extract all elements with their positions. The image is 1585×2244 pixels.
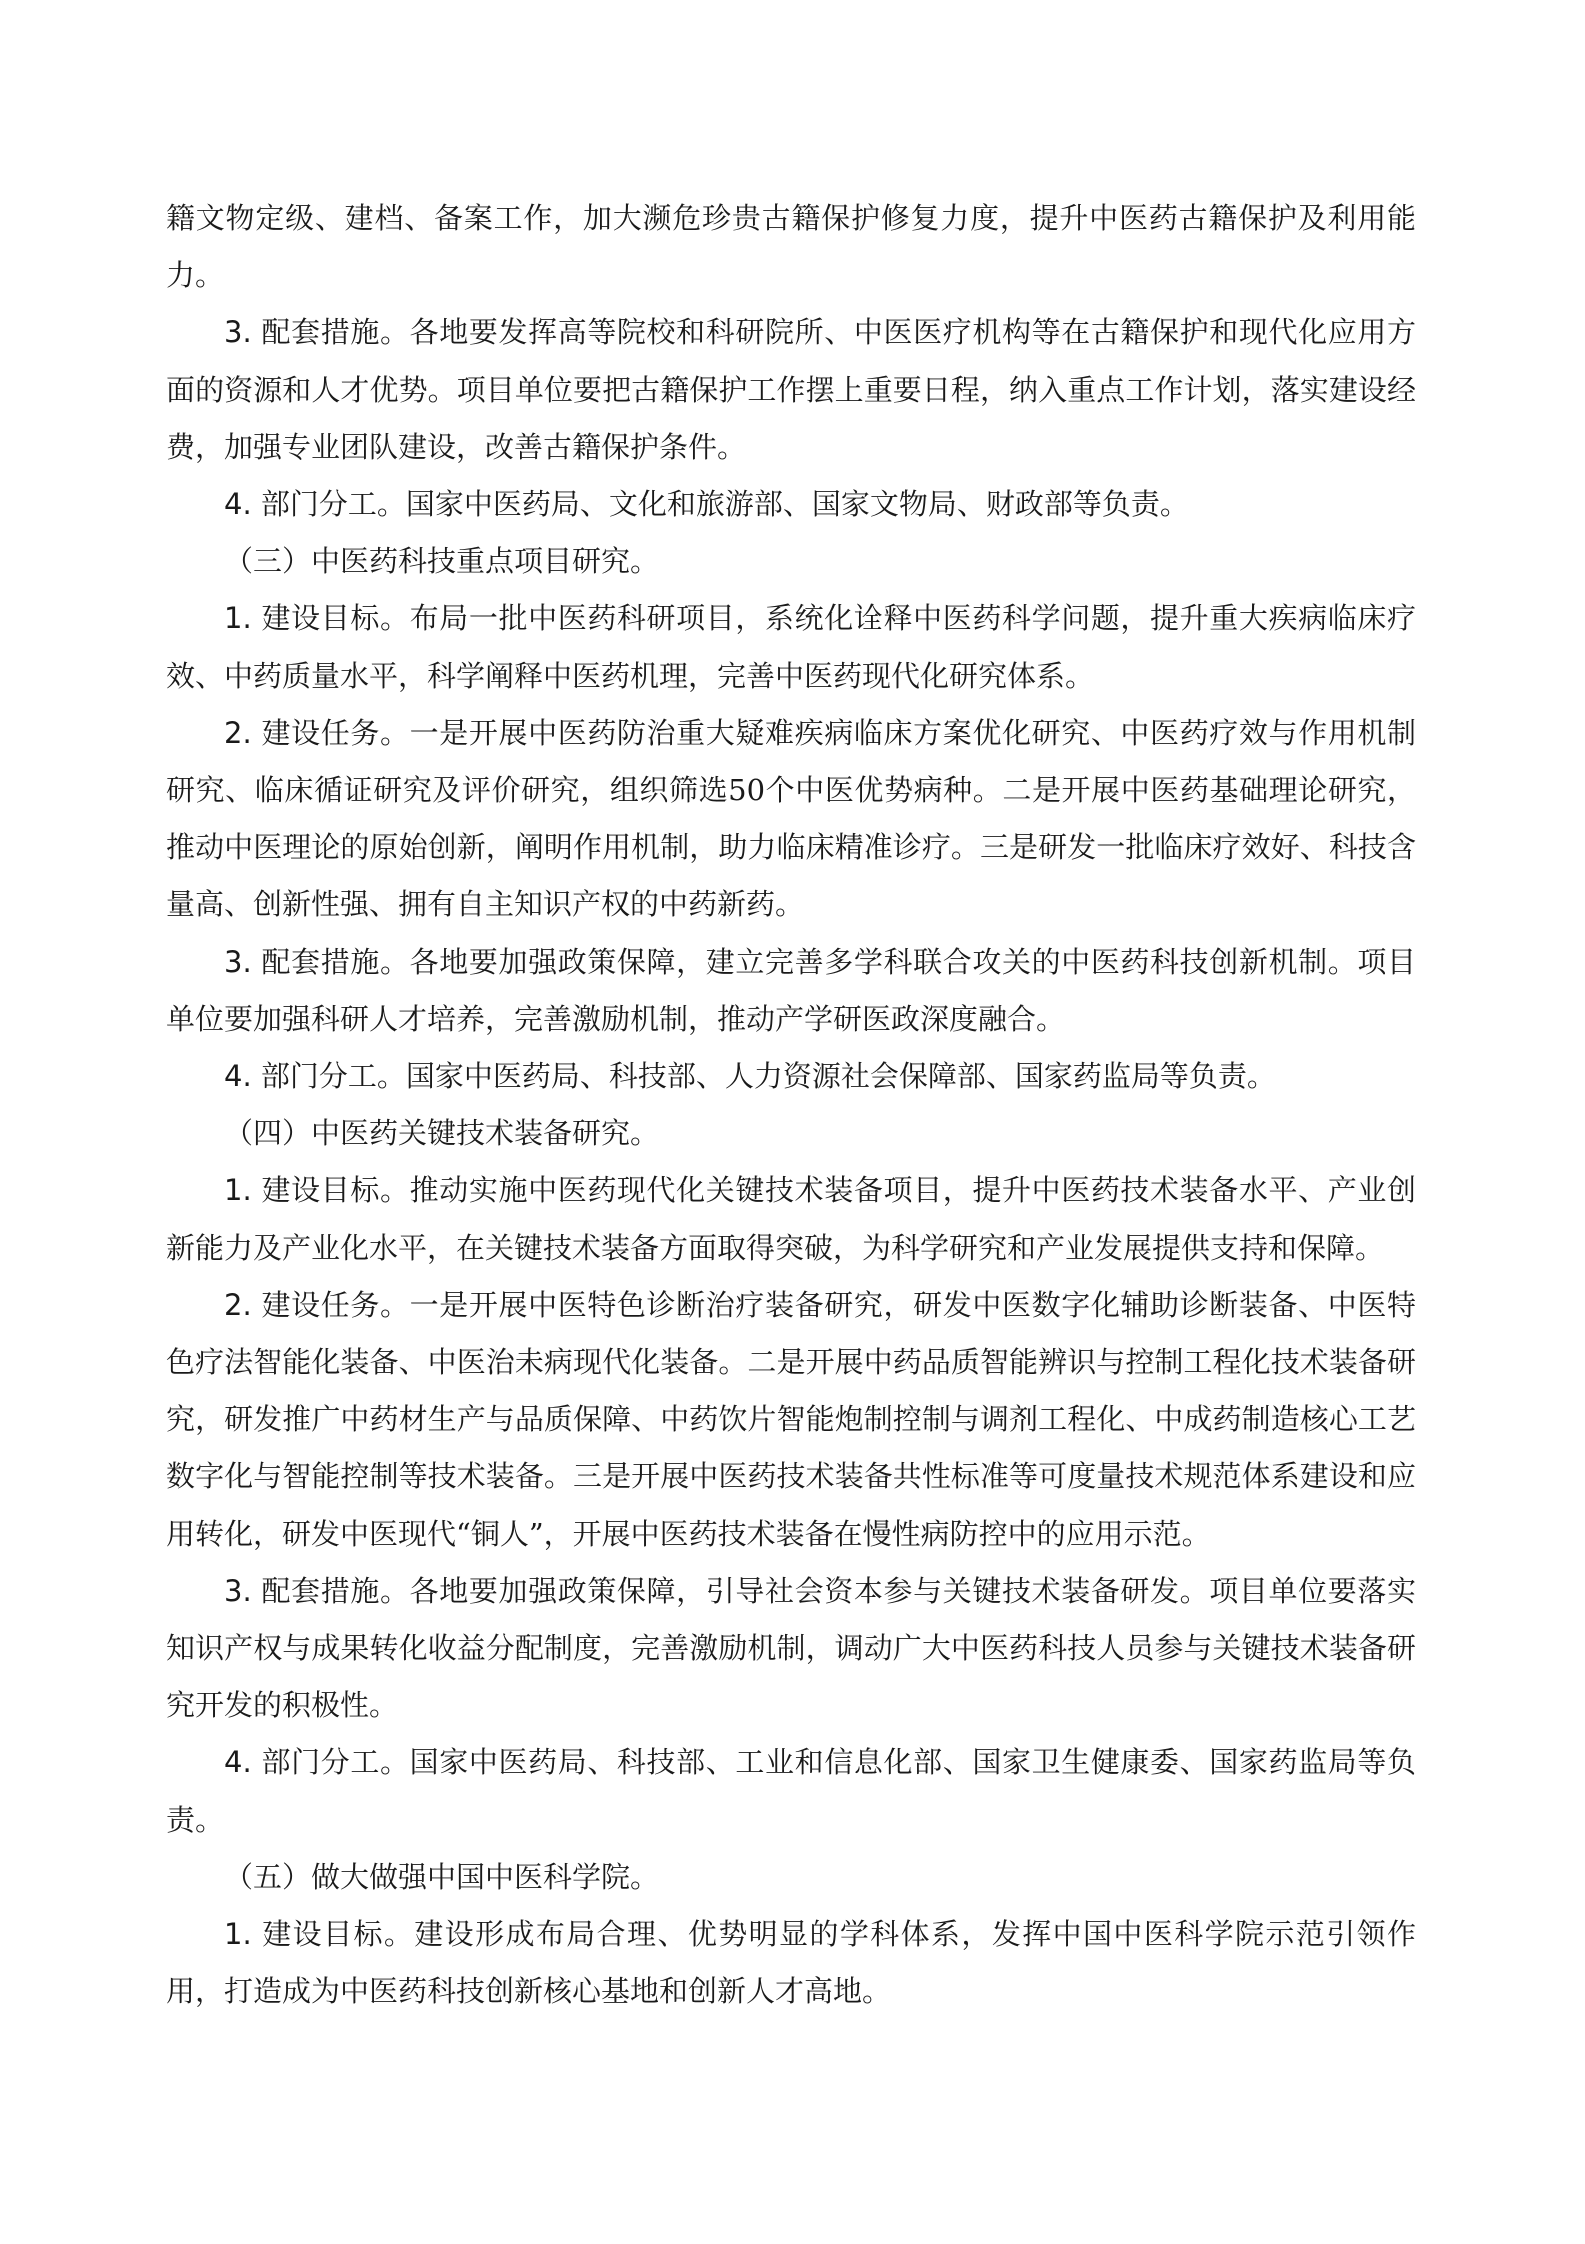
paragraph-lead: 1. 建设目标。	[224, 1173, 410, 1208]
paragraph-construction-goal	[166, 590, 1416, 704]
paragraph-lead: 2. 建设任务。	[224, 715, 410, 750]
paragraph-text: 一是开展中医药防治重大疑难疾病临床方案优化研究、中医药疗效与作用机制研究、临床循证研究及评价研究，组织筛选50个中医优势病种。二是开展中医药基础理论研究，推动中医理论的原始创新，阐明作用机制，助力临床精准诊疗。三是研发一批临床疗效好、科技含量高、创新性强、拥有自主知识产权的中药新药。	[166, 715, 1416, 922]
paragraph-lead: 1. 建设目标。	[224, 601, 410, 636]
section-heading-text: （四）中医药关键技术装备研究。	[224, 1116, 660, 1151]
paragraph-continuation	[166, 190, 1416, 304]
paragraph-lead: 4. 部门分工。	[224, 1059, 406, 1094]
paragraph-construction-task	[166, 705, 1416, 934]
paragraph-text: 一是开展中医特色诊断治疗装备研究，研发中医数字化辅助诊断装备、中医特色疗法智能化装备、中医治未病现代化装备。二是开展中药品质智能辨识与控制工程化技术装备研究，研发推广中药材生产与品质保障、中药饮片智能炮制控制与调剂工程化、中成药制造核心工艺数字化与智能控制等技术装备。三是开展中医药技术装备共性标准等可度量技术规范体系建设和应用转化，研发中医现代“铜人”，开展中医药技术装备在慢性病防控中的应用示范。	[166, 1287, 1416, 1551]
paragraph-lead: 3. 配套措施。	[224, 1573, 410, 1608]
paragraph-text: 国家中医药局、科技部、人力资源社会保障部、国家药监局等负责。	[405, 1059, 1276, 1094]
paragraph-supporting-measures	[166, 934, 1416, 1048]
paragraph-text: 布局一批中医药科研项目，系统化诠释中医药科学问题，提升重大疾病临床疗效、中药质量水平，科学阐释中医药机理，完善中医药现代化研究体系。	[166, 601, 1416, 693]
paragraph-lead: 4. 部门分工。	[224, 487, 406, 522]
section-heading-3	[166, 533, 1416, 590]
paragraph-construction-goal	[166, 1162, 1416, 1276]
paragraph-text: 各地要加强政策保障，引导社会资本参与关键技术装备研发。项目单位要落实知识产权与成果转化收益分配制度，完善激励机制，调动广大中医药科技人员参与关键技术装备研究开发的积极性。	[166, 1573, 1416, 1723]
paragraph-construction-goal	[166, 1906, 1416, 2020]
paragraph-lead: 4. 部门分工。	[224, 1745, 410, 1780]
paragraph-division-of-labor	[166, 1048, 1416, 1105]
paragraph-lead: 1. 建设目标。	[224, 1917, 415, 1952]
paragraph-construction-task	[166, 1277, 1416, 1563]
paragraph-text: 各地要加强政策保障，建立完善多学科联合攻关的中医药科技创新机制。项目单位要加强科研人才培养，完善激励机制，推动产学研医政深度融合。	[166, 944, 1416, 1036]
document-page	[166, 190, 1416, 2021]
paragraph-division-of-labor	[166, 476, 1416, 533]
paragraph-supporting-measures	[166, 304, 1416, 476]
paragraph-text: 推动实施中医药现代化关键技术装备项目，提升中医药技术装备水平、产业创新能力及产业化水平，在关键技术装备方面取得突破，为科学研究和产业发展提供支持和保障。	[166, 1173, 1416, 1265]
paragraph-text: 国家中医药局、科技部、工业和信息化部、国家卫生健康委、国家药监局等负责。	[166, 1745, 1416, 1837]
paragraph-division-of-labor	[166, 1734, 1416, 1848]
section-heading-text: （三）中医药科技重点项目研究。	[224, 544, 660, 579]
paragraph-text: 国家中医药局、文化和旅游部、国家文物局、财政部等负责。	[405, 487, 1189, 522]
paragraph-text: 籍文物定级、建档、备案工作，加大濒危珍贵古籍保护修复力度，提升中医药古籍保护及利用能力。	[166, 201, 1416, 293]
paragraph-supporting-measures	[166, 1563, 1416, 1735]
paragraph-text: 各地要发挥高等院校和科研院所、中医医疗机构等在古籍保护和现代化应用方面的资源和人才优势。项目单位要把古籍保护工作摆上重要日程，纳入重点工作计划，落实建设经费，加强专业团队建设，改善古籍保护条件。	[166, 315, 1416, 464]
section-heading-4	[166, 1105, 1416, 1162]
paragraph-lead: 3. 配套措施。	[224, 944, 410, 979]
paragraph-lead: 2. 建设任务。	[224, 1287, 410, 1322]
paragraph-text: 建设形成布局合理、优势明显的学科体系，发挥中国中医科学院示范引领作用，打造成为中医药科技创新核心基地和创新人才高地。	[166, 1917, 1416, 2009]
section-heading-text: （五）做大做强中国中医科学院。	[224, 1859, 660, 1894]
paragraph-lead: 3. 配套措施。	[224, 315, 410, 350]
section-heading-5	[166, 1849, 1416, 1906]
